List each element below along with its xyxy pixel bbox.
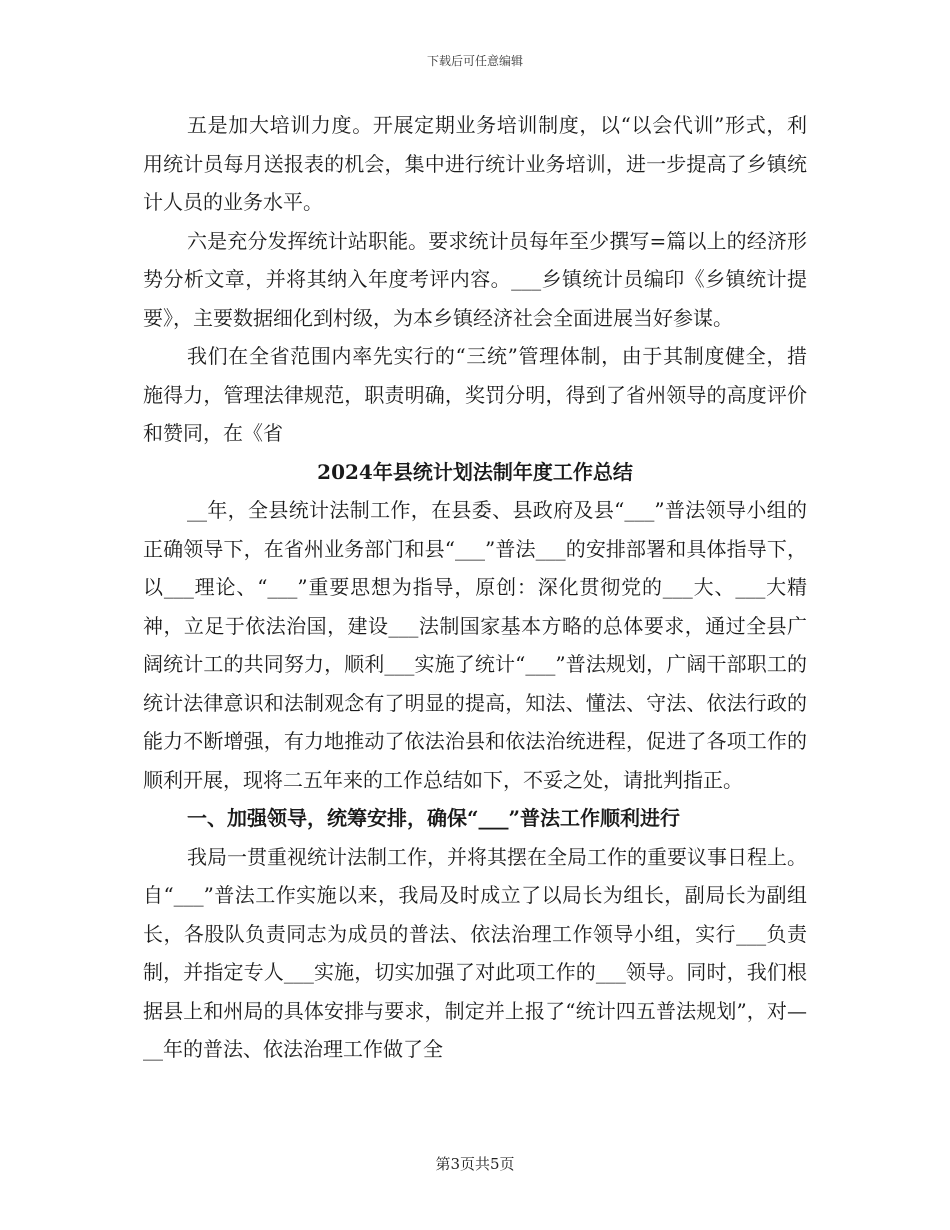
document-body <box>143 106 807 1069</box>
page-number: 第3页共5页 <box>435 1155 515 1173</box>
paragraph-training: 五是加大培训力度。开展定期业务培训制度，以“以会代训”形式，利用统计员每月送报表的机会，集中进行统计业务培训，进一步提高了乡镇统计人员的业务水平。 <box>143 113 807 214</box>
paragraph-body-1: 我局一贯重视统计法制工作，并将其摆在全局工作的重要议事日程上。自“___”普法工作实施以来，我局及时成立了以局长为组长，副局长为副组长，各股队负责同志为成员的普法、依法治理工作领导小组，实行___负责制，并指定专人___实施，切实加强了对此项工作的___领导。同时，我们根据县上和州局的具体安排与要求，制定并上报了“统计四五普法规划”，对—__年的普法、依法治理工作做了全 <box>143 844 807 1061</box>
page-header-note: 下载后可任意编辑 <box>426 54 523 68</box>
paragraph-statistics-station: 六是充分发挥统计站职能。要求统计员每年至少撰写=篇以上的经济形势分析文章，并将其纳入年度考评内容。___乡镇统计员编印《乡镇统计提要》，主要数据细化到村级，为本乡镇经济社会全面进展当好参谋。 <box>143 228 807 330</box>
paragraph-management-system: 我们在全省范围内率先实行的“三统”管理体制，由于其制度健全，措施得力，管理法律规范，职责明确，奖罚分明，得到了省州领导的高度评价和赞同，在《省 <box>143 344 807 445</box>
paragraph-intro: __年，全县统计法制工作，在县委、县政府及县“___”普法领导小组的正确领导下，在省州业务部门和县“___”普法___的安排部署和具体指导下，以___理论、“___”重要思想为指导，原创：深化贯彻党的___大、___大精神，立足于依法治国，建设___法制国家基本方略的总体要求，通过全县广阔统计工的共同努力，顺利___实施了统计“___”普法规划，广阔干部职工的统计法律意识和法制观念有了明显的提高，知法、懂法、守法、依法行政的能力不断增强，有力地推动了依法治县和依法治统进程，促进了各项工作的顺利开展，现将二五年来的工作总结如下，不妥之处，请批判指正。 <box>143 498 807 792</box>
section-title: 2024年县统计划法制年度工作总结 <box>317 459 633 484</box>
section-heading-1: 一、加强领导，统筹安排，确保“___”普法工作顺利进行 <box>187 806 681 830</box>
